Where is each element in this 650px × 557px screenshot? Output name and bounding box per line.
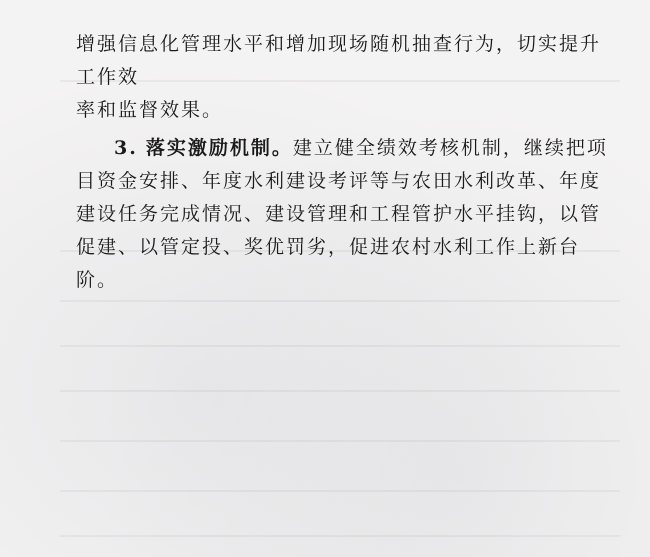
section-body: 建立健全绩效考核机制，继续把项目资金安排、年度水利建设考评等与农田水利改革、年度建设任务完成情况、建设管理和工程管护水平挂钩，以管促建、以管定投、奖优罚劣，促进农村水利工作上新台阶。 <box>76 137 608 291</box>
bleed-through-line <box>60 490 620 492</box>
paragraph-continuation <box>76 28 616 127</box>
bleed-through-line <box>60 345 620 347</box>
bleed-through-line <box>60 440 620 442</box>
bleed-through-line <box>60 300 620 302</box>
section-number: 3. <box>114 137 138 159</box>
paragraph-incentive <box>76 132 616 297</box>
paragraph-line: 率和监督效果。 <box>76 99 224 121</box>
paragraph-line: 增强信息化管理水平和增加现场随机抽查行为，切实提升工作效 <box>76 33 602 88</box>
bleed-through-line <box>60 390 620 392</box>
section-heading: 落实激励机制。 <box>145 137 293 159</box>
body-text <box>76 28 616 297</box>
bleed-through-line <box>60 535 620 537</box>
